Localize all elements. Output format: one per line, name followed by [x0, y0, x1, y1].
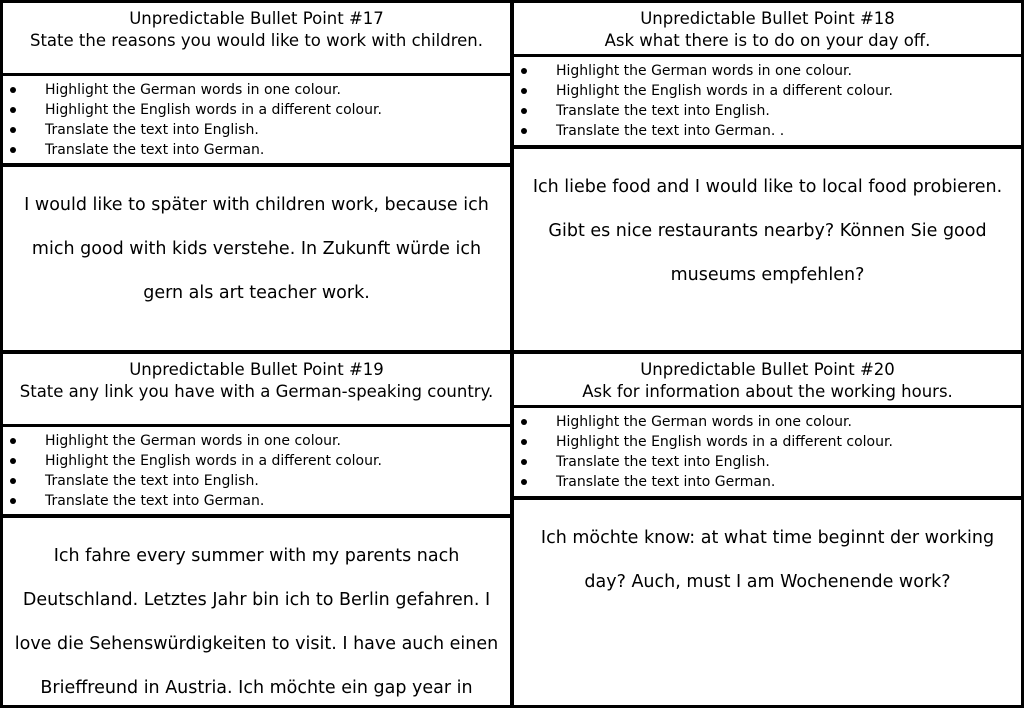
card-prompt: Ask for information about the working hours. [582, 382, 953, 401]
task-item: Translate the text into English. [514, 101, 1021, 121]
card-bullet-point-17 [0, 0, 513, 353]
card-prompt: State any link you have with a German-speaking country. [19, 382, 494, 401]
card-text: Ich fahre every summer with my parents nach Deutschland. Letztes Jahr bin ich to Berlin gefahren. I love die Sehenswürdigkeiten to visit. I have auch einen Brieffreund in Austria. Ich möchte ein gap year in [14, 546, 499, 698]
card-title: Unpredictable Bullet Point #17 [129, 9, 384, 28]
card-header [3, 3, 510, 76]
task-item: Translate the text into German. [514, 472, 1021, 492]
task-item: Translate the text into English. [3, 120, 510, 140]
task-item: Highlight the German words in one colour. [514, 61, 1021, 81]
task-item: Translate the text into English. [514, 452, 1021, 472]
task-list [3, 427, 510, 518]
task-item: Highlight the German words in one colour. [514, 412, 1021, 432]
card-title: Unpredictable Bullet Point #18 [640, 9, 895, 28]
task-item: Highlight the English words in a different colour. [514, 432, 1021, 452]
card-header [514, 3, 1021, 57]
card-header [3, 354, 510, 427]
task-item: Translate the text into German. [3, 491, 510, 511]
task-list [514, 408, 1021, 500]
task-item: Highlight the German words in one colour. [3, 431, 510, 451]
task-item: Highlight the German words in one colour. [3, 80, 510, 100]
card-bullet-point-18 [511, 0, 1024, 353]
task-item: Translate the text into German. [3, 140, 510, 160]
task-item: Highlight the English words in a different colour. [3, 100, 510, 120]
card-title: Unpredictable Bullet Point #19 [129, 360, 384, 379]
card-header [514, 354, 1021, 408]
task-list [3, 76, 510, 167]
card-text: Ich möchte know: at what time beginnt der working day? Auch, must I am Wochenende work? [540, 528, 995, 592]
card-bullet-point-19 [0, 351, 513, 708]
card-text: Ich liebe food and I would like to local food probieren. Gibt es nice restaurants nearby? Können Sie good museums empfehlen? [532, 177, 1003, 285]
task-item: Highlight the English words in a different colour. [3, 451, 510, 471]
task-item: Highlight the English words in a different colour. [514, 81, 1021, 101]
card-prompt: State the reasons you would like to work with children. [29, 31, 484, 50]
card-title: Unpredictable Bullet Point #20 [640, 360, 895, 379]
card-prompt: Ask what there is to do on your day off. [604, 31, 931, 50]
task-list [514, 57, 1021, 149]
task-item: Translate the text into English. [3, 471, 510, 491]
card-bullet-point-20 [511, 351, 1024, 708]
task-item: Translate the text into German. . [514, 121, 1021, 141]
card-text: I would like to später with children work, because ich mich good with kids verstehe. In Zukunft würde ich gern als art teacher work. [24, 195, 489, 303]
